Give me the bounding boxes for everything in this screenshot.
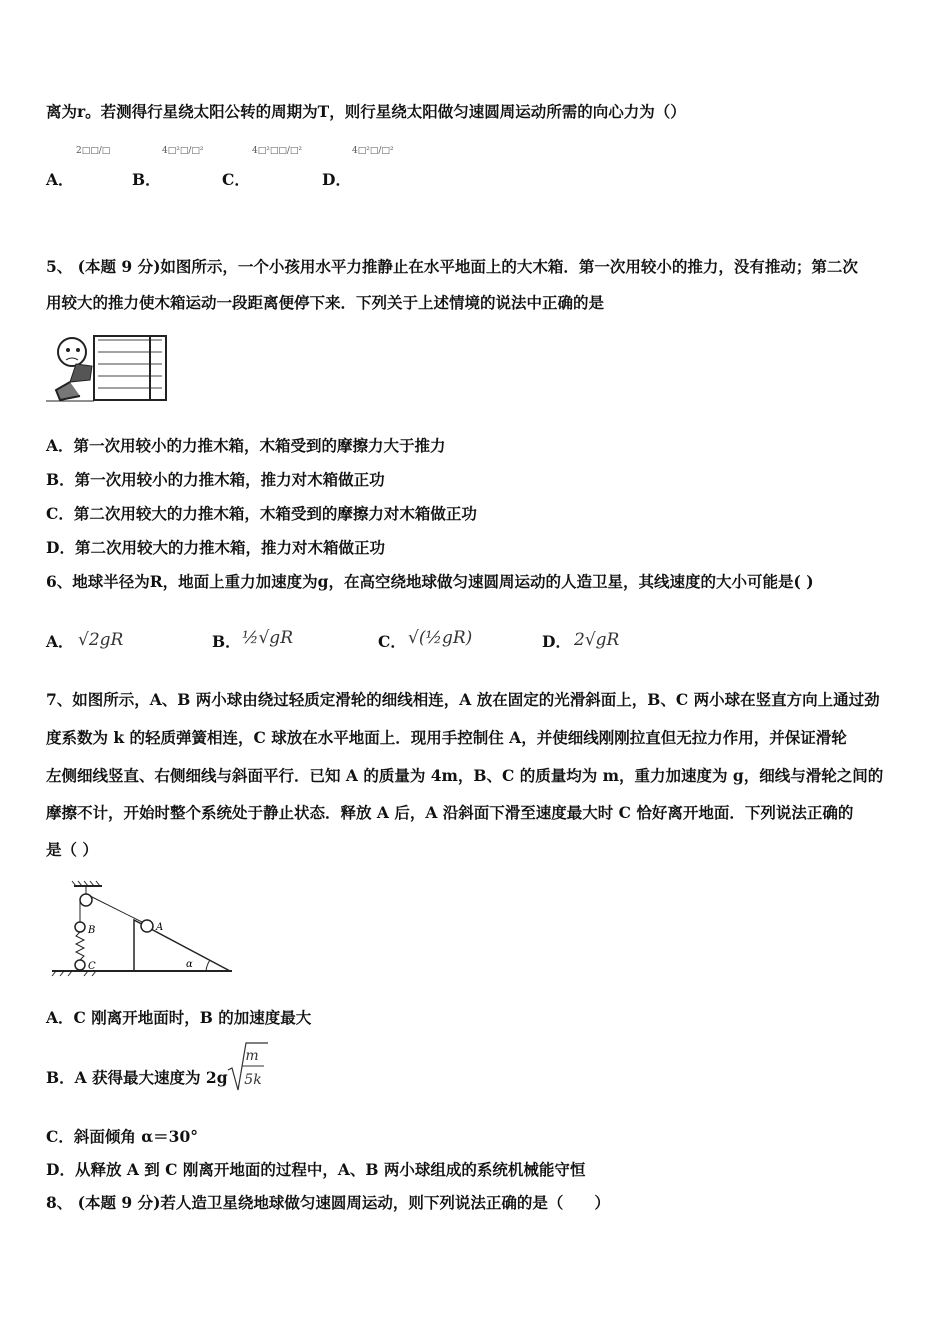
q4-stem: 离为r。若测得行星绕太阳公转的周期为T，则行星绕太阳做匀速圆周运动所需的向心力为（） xyxy=(46,102,686,121)
sqrt-m-over-5k xyxy=(226,1040,270,1094)
q5-option-d: D．第二次用较大的力推木箱，推力对木箱做正功 xyxy=(46,538,385,557)
q6-option-a-label: A． xyxy=(46,632,74,651)
q7-option-b-prefix: B．A 获得最大速度为 2g xyxy=(46,1068,228,1087)
q7-line3: 左侧细线竖直、右侧细线与斜面平行．已知 A 的质量为 4m，B、C 的质量均为 m，重力加速度为 g，细线与滑轮之间的 xyxy=(46,766,884,785)
q7-line2: 度系数为 k 的轻质弹簧相连，C 球放在水平地面上．现用手控制住 A，并使细线刚刚拉直但无拉力作用，并保证滑轮 xyxy=(46,728,847,747)
q5-option-c: C．第二次用较大的力推木箱，木箱受到的摩擦力对木箱做正功 xyxy=(46,504,477,523)
sqrt-numerator: m xyxy=(245,1048,259,1064)
q6-stem: 6、地球半径为R，地面上重力加速度为g，在高空绕地球做匀速圆周运动的人造卫星，其线速度的大小可能是( ) xyxy=(46,572,814,591)
q7-option-a: A．C 刚离开地面时，B 的加速度最大 xyxy=(46,1008,312,1027)
q4-option-b-label: B． xyxy=(132,170,161,189)
q7-line4: 摩擦不计，开始时整个系统处于静止状态．释放 A 后，A 沿斜面下滑至速度最大时 C 恰好离开地面．下列说法正确的 xyxy=(46,803,854,822)
q6-option-b-label: B． xyxy=(212,632,241,651)
sqrt-denominator: 5k xyxy=(244,1072,262,1088)
q5-line2: 用较大的推力使木箱运动一段距离便停下来．下列关于上述情境的说法中正确的是 xyxy=(46,293,605,312)
label-c: C xyxy=(88,961,96,972)
q4-option-d-expr: 4□²□/□² xyxy=(352,146,394,156)
q8-stem: 8、 (本题 9 分)若人造卫星绕地球做匀速圆周运动，则下列说法正确的是（ ） xyxy=(46,1193,610,1212)
q5-option-b: B．第一次用较小的力推木箱，推力对木箱做正功 xyxy=(46,470,385,489)
q6-option-d-label: D． xyxy=(542,632,571,651)
label-b: B xyxy=(88,925,96,936)
q7-line1: 7、如图所示，A、B 两小球由绕过轻质定滑轮的细线相连，A 放在固定的光滑斜面上，B、C 两小球在竖直方向上通过劲 xyxy=(46,690,880,709)
child-pushing-box-figure xyxy=(46,330,170,404)
q4-option-c-label: C． xyxy=(222,170,250,189)
q7-line5: 是（ ） xyxy=(46,840,98,859)
q5-option-a: A．第一次用较小的力推木箱，木箱受到的摩擦力大于推力 xyxy=(46,436,446,455)
q7-option-d: D．从释放 A 到 C 刚离开地面的过程中，A、B 两小球组成的系统机械能守恒 xyxy=(46,1160,586,1179)
q4-option-a-expr: 2□□/□ xyxy=(76,146,111,156)
q4-option-a-label: A． xyxy=(46,170,74,189)
q6-option-a-expr: √2gR xyxy=(78,630,124,650)
q6-option-c-label: C． xyxy=(378,632,406,651)
label-alpha: α xyxy=(186,959,193,970)
q4-option-d-label: D． xyxy=(322,170,351,189)
q5-line1: 5、 (本题 9 分)如图所示，一个小孩用水平力推静止在水平地面上的大木箱．第一次用较小的推力，没有推动；第二次 xyxy=(46,257,858,276)
label-a: A xyxy=(156,922,164,933)
q6-option-d-expr: 2√gR xyxy=(574,630,620,650)
q4-option-c-expr: 4□²□□/□² xyxy=(252,146,302,156)
q4-option-b-expr: 4□²□/□² xyxy=(162,146,204,156)
pulley-incline-figure xyxy=(46,880,236,980)
q6-option-c-expr: √(½gR) xyxy=(408,628,473,648)
q6-option-b-expr: ½√gR xyxy=(242,628,293,648)
q7-option-c: C．斜面倾角 α＝30° xyxy=(46,1127,198,1146)
